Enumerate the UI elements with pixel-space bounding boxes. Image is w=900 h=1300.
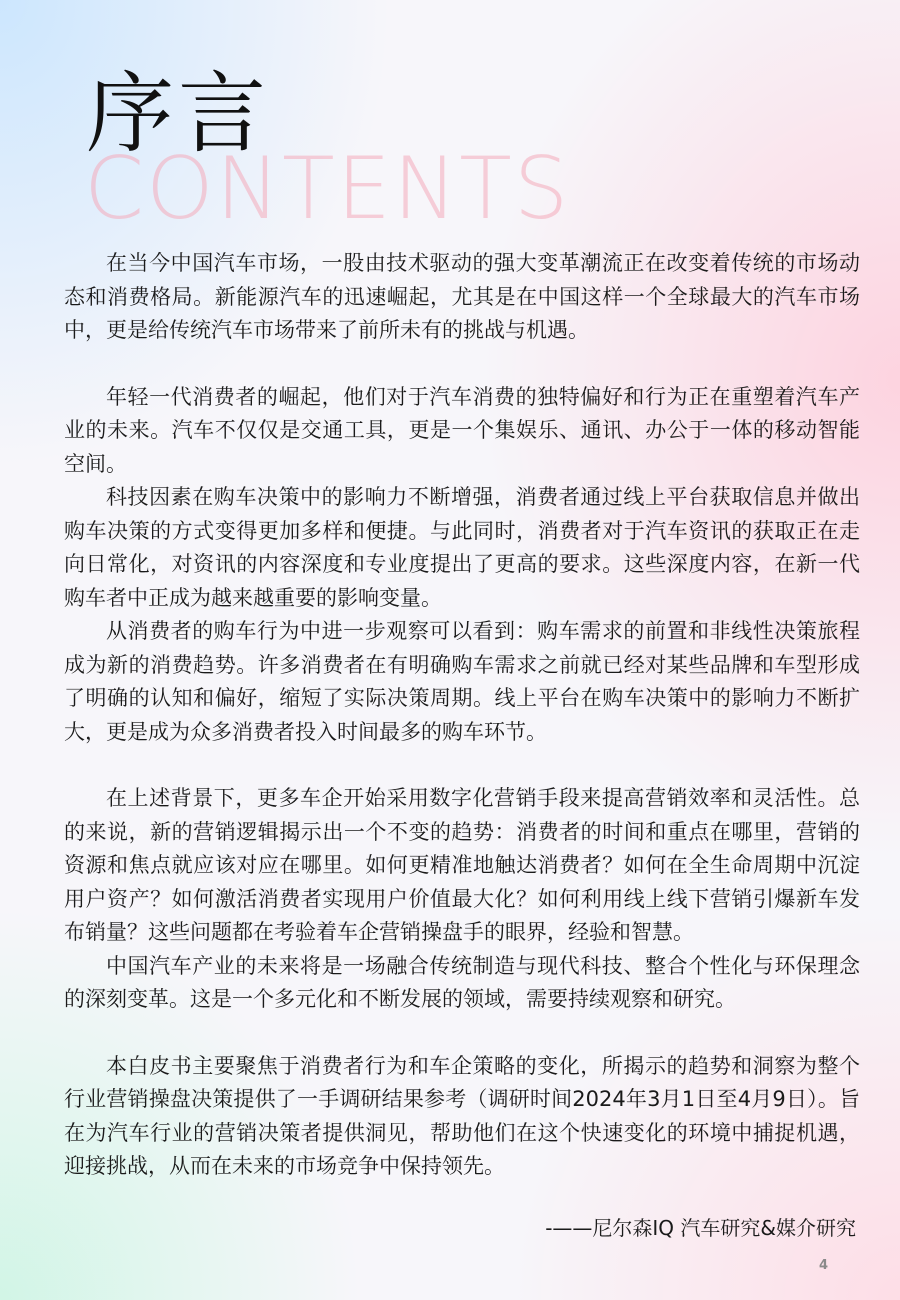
signature: -——尼尔森IQ 汽车研究&媒介研究 — [545, 1216, 856, 1240]
paragraph-gap — [64, 749, 860, 782]
heading — [84, 62, 784, 242]
paragraph-1: 在当今中国汽车市场，一股由技术驱动的强大变革潮流正在改变着传统的市场动态和消费格局。新能源汽车的迅速崛起，尤其是在中国这样一个全球最大的汽车市场中，更是给传统汽车市场带来了前所未有的挑战与机遇。 — [64, 251, 860, 342]
paragraph-4: 从消费者的购车行为中进一步观察可以看到：购车需求的前置和非线性决策旅程成为新的消费趋势。许多消费者在有明确购车需求之前就已经对某些品牌和车型形成了明确的认知和偏好，缩短了实际决策周期。线上平台在购车决策中的影响力不断扩大，更是成为众多消费者投入时间最多的购车环节。 — [64, 619, 860, 744]
title-watermark-contents: CONTENTS — [84, 139, 571, 239]
paragraph-2: 年轻一代消费者的崛起，他们对于汽车消费的独特偏好和行为正在重塑着汽车产业的未来。汽车不仅仅是交通工具，更是一个集娱乐、通讯、办公于一体的移动智能空间。 — [64, 384, 860, 476]
page-number: 4 — [818, 1258, 828, 1273]
paragraph-3: 科技因素在购车决策中的影响力不断增强，消费者通过线上平台获取信息并做出购车决策的方式变得更加多样和便捷。与此同时，消费者对于汽车资讯的获取正在走向日常化，对资讯的内容深度和专业度提出了更高的要求。这些深度内容，在新一代购车者中正成为越来越重要的影响变量。 — [64, 485, 860, 610]
paragraph-gap — [64, 348, 860, 381]
paragraph-gap — [64, 1017, 860, 1050]
paragraph-6: 中国汽车产业的未来将是一场融合传统制造与现代科技、整合个性化与环保理念的深刻变革。这是一个多元化和不断发展的领域，需要持续观察和研究。 — [64, 953, 860, 1011]
page-title: 序言 — [86, 62, 271, 165]
paragraph-7: 本白皮书主要聚焦于消费者行为和车企策略的变化，所揭示的趋势和洞察为整个行业营销操盘决策提供了一手调研结果参考（调研时间2024年3月1日至4月9日）。旨在为汽车行业的营销决策者提供洞见，帮助他们在这个快速变化的环境中捕捉机遇，迎接挑战，从而在未来的市场竞争中保持领先。 — [64, 1053, 860, 1178]
preface-body — [64, 247, 860, 1184]
paragraph-5: 在上述背景下，更多车企开始采用数字化营销手段来提高营销效率和灵活性。总的来说，新的营销逻辑揭示出一个不变的趋势：消费者的时间和重点在哪里，营销的资源和焦点就应该对应在哪里。如何更精准地触达消费者？如何在全生命周期中沉淀用户资产？如何激活消费者实现用户价值最大化？如何利用线上线下营销引爆新车发布销量？这些问题都在考验着车企营销操盘手的眼界，经验和智慧。 — [64, 786, 860, 944]
